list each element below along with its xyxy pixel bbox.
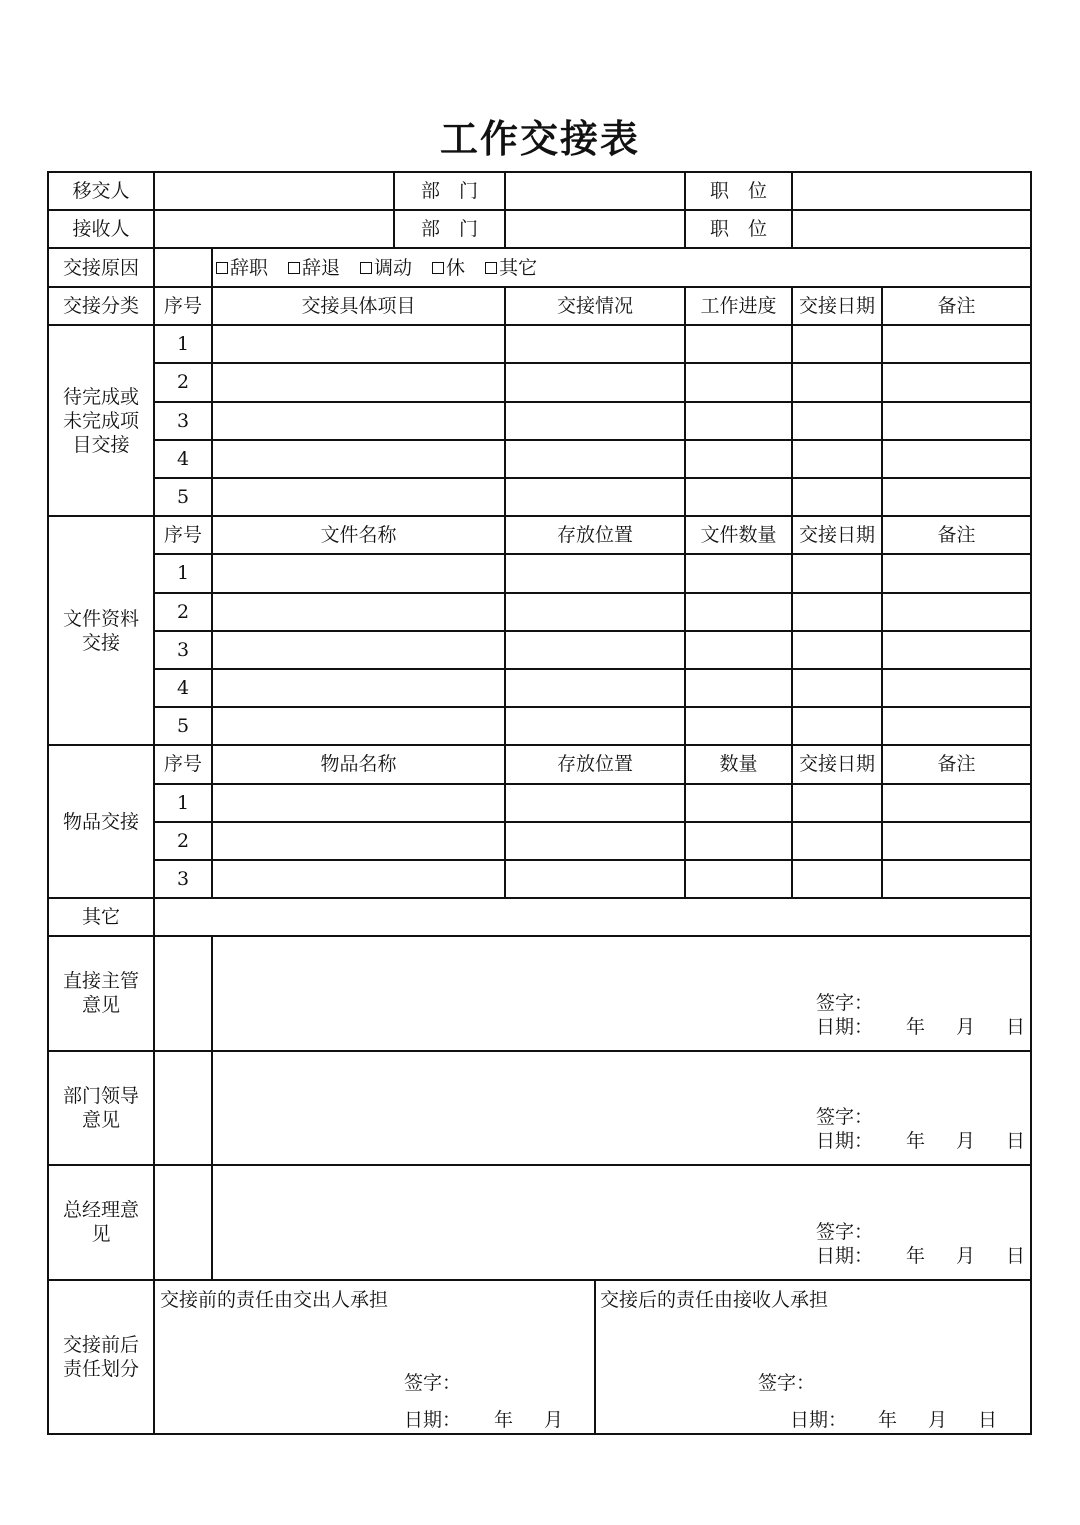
opinion-blank: [154, 1051, 212, 1166]
reason-label: 交接原因: [62, 256, 139, 279]
files-cell[interactable]: [505, 631, 685, 669]
files-cell[interactable]: [685, 593, 792, 631]
items-header-5: 备注: [937, 753, 976, 776]
responsibility-label: 交接前后责任划分: [62, 1333, 139, 1380]
reason-options: [212, 248, 1031, 287]
pending-header-4: 交接日期: [798, 295, 875, 318]
pending-cell[interactable]: [212, 440, 505, 478]
reason-option-label: 辞职: [230, 256, 269, 279]
files-section-label: 文件资料交接: [62, 607, 139, 654]
grid-line: [47, 1279, 1032, 1281]
grid-line: [211, 1164, 213, 1281]
reason-option[interactable]: [216, 256, 268, 280]
pending-cell[interactable]: [882, 325, 1031, 363]
pending-row-number: 1: [176, 333, 190, 356]
reason-option-label: 休: [446, 256, 466, 279]
date-sign-label: 日期：: [404, 1408, 462, 1431]
checkbox-icon[interactable]: [485, 262, 497, 274]
pending-section-label: 待完成或未完成项目交接: [62, 385, 139, 456]
handover-person-name-field[interactable]: [154, 172, 394, 210]
pending-cell[interactable]: [685, 325, 792, 363]
files-cell[interactable]: [882, 593, 1031, 631]
grid-line: [504, 209, 506, 249]
grid-line: [211, 1050, 213, 1167]
items-cell[interactable]: [505, 860, 685, 898]
items-header-2: 存放位置: [556, 753, 633, 776]
files-cell[interactable]: [212, 707, 505, 745]
items-cell[interactable]: [882, 822, 1031, 860]
files-cell[interactable]: [685, 669, 792, 707]
items-cell[interactable]: [882, 784, 1031, 822]
pending-header-3: 工作进度: [700, 295, 777, 318]
pending-header-1: 交接具体项目: [301, 295, 416, 318]
pending-cell[interactable]: [882, 440, 1031, 478]
day-label: 日: [978, 1408, 998, 1431]
date-sign-label: 日期：: [816, 1244, 874, 1267]
category-label: 交接分类: [62, 295, 139, 318]
files-cell[interactable]: [685, 631, 792, 669]
grid-line: [791, 209, 793, 249]
department-label: 部 门: [420, 218, 478, 240]
items-header-1: 物品名称: [320, 753, 397, 776]
files-cell[interactable]: [505, 707, 685, 745]
files-row-number: 4: [176, 677, 190, 700]
checkbox-icon[interactable]: [288, 262, 300, 274]
pending-cell[interactable]: [792, 363, 882, 401]
items-row-number: 3: [176, 868, 190, 891]
handover-person-position-field[interactable]: [792, 172, 1031, 210]
date-sign-label: 日期：: [790, 1408, 848, 1431]
pending-cell[interactable]: [685, 440, 792, 478]
other-label: 其它: [81, 906, 120, 929]
reason-option-label: 辞退: [302, 256, 341, 279]
opinion-label: 直接主管意见: [62, 970, 139, 1017]
files-cell[interactable]: [685, 554, 792, 592]
items-cell[interactable]: [685, 860, 792, 898]
pending-cell[interactable]: [792, 478, 882, 516]
grid-line: [791, 171, 793, 211]
items-header-3: 数量: [719, 753, 758, 776]
pending-cell[interactable]: [212, 478, 505, 516]
handover-person-label: 移交人: [72, 180, 130, 202]
pending-cell[interactable]: [505, 478, 685, 516]
handover-person-department-field[interactable]: [505, 172, 685, 210]
pending-cell[interactable]: [882, 363, 1031, 401]
files-cell[interactable]: [505, 669, 685, 707]
pending-cell[interactable]: [792, 402, 882, 440]
files-cell[interactable]: [792, 631, 882, 669]
pending-cell[interactable]: [882, 478, 1031, 516]
pending-header-2: 交接情况: [556, 295, 633, 318]
year-label: 年: [906, 1130, 926, 1153]
files-cell[interactable]: [882, 554, 1031, 592]
position-label: 职 位: [709, 180, 767, 202]
reason-option-label: 调动: [374, 256, 413, 279]
pending-cell[interactable]: [212, 325, 505, 363]
receiver-department-field[interactable]: [505, 210, 685, 248]
items-cell[interactable]: [212, 860, 505, 898]
files-header-3: 文件数量: [700, 524, 777, 547]
files-row-number: 2: [176, 600, 190, 623]
files-cell[interactable]: [882, 669, 1031, 707]
day-label: 日: [1006, 1130, 1026, 1153]
reason-option[interactable]: [485, 256, 537, 280]
pending-row-number: 3: [176, 409, 190, 432]
files-row-number: 5: [176, 715, 190, 738]
receiver-position-field[interactable]: [792, 210, 1031, 248]
files-header-0: 序号: [163, 524, 202, 547]
grid-line: [211, 935, 213, 1052]
files-cell[interactable]: [505, 593, 685, 631]
files-cell[interactable]: [882, 707, 1031, 745]
pending-cell[interactable]: [685, 402, 792, 440]
files-header-1: 文件名称: [320, 524, 397, 547]
pending-cell[interactable]: [792, 440, 882, 478]
reason-option[interactable]: [288, 256, 340, 280]
items-header-0: 序号: [163, 753, 202, 776]
pending-cell[interactable]: [505, 363, 685, 401]
pending-cell[interactable]: [212, 363, 505, 401]
grid-line: [153, 1164, 155, 1281]
year-label: 年: [906, 1244, 926, 1267]
month-label: 月: [956, 1015, 976, 1038]
grid-line: [684, 209, 686, 249]
pending-cell[interactable]: [212, 402, 505, 440]
month-label: 月: [928, 1408, 948, 1431]
receiver-label: 接收人: [72, 218, 130, 240]
files-cell[interactable]: [792, 707, 882, 745]
files-cell[interactable]: [685, 707, 792, 745]
date-sign-label: 日期：: [816, 1130, 874, 1153]
other-field[interactable]: [154, 898, 1031, 936]
page-title: 工作交接表: [439, 116, 640, 161]
files-cell[interactable]: [882, 631, 1031, 669]
checkbox-icon[interactable]: [216, 262, 228, 274]
items-cell[interactable]: [505, 822, 685, 860]
reason-option-label: 其它: [499, 256, 538, 279]
grid-line: [153, 247, 155, 288]
sign-label: 签字：: [816, 1220, 874, 1243]
grid-line: [393, 209, 395, 249]
files-cell[interactable]: [792, 593, 882, 631]
grid-line: [153, 1050, 155, 1167]
pending-cell[interactable]: [685, 363, 792, 401]
files-cell[interactable]: [505, 554, 685, 592]
files-cell[interactable]: [792, 554, 882, 592]
year-label: 年: [906, 1015, 926, 1038]
date-sign-label: 日期：: [816, 1015, 874, 1038]
day-label: 日: [1006, 1015, 1026, 1038]
items-row-number: 2: [176, 829, 190, 852]
pending-cell[interactable]: [792, 325, 882, 363]
grid-line: [684, 171, 686, 211]
items-cell[interactable]: [882, 860, 1031, 898]
items-cell[interactable]: [792, 822, 882, 860]
files-header-4: 交接日期: [798, 524, 875, 547]
files-cell[interactable]: [212, 631, 505, 669]
grid-line: [393, 171, 395, 211]
sign-label: 签字：: [758, 1371, 816, 1394]
responsibility-before-text: 交接前的责任由交出人承担: [160, 1288, 389, 1311]
items-cell[interactable]: [505, 784, 685, 822]
grid-line: [153, 897, 155, 937]
files-header-2: 存放位置: [556, 524, 633, 547]
month-label: 月: [956, 1130, 976, 1153]
checkbox-icon[interactable]: [432, 262, 444, 274]
items-cell[interactable]: [685, 822, 792, 860]
opinion-label: 总经理意见: [62, 1199, 139, 1246]
pending-cell[interactable]: [882, 402, 1031, 440]
items-cell[interactable]: [792, 784, 882, 822]
year-label: 年: [494, 1408, 514, 1431]
grid-line: [153, 209, 155, 249]
sign-label: 签字：: [816, 1106, 874, 1129]
grid-line: [153, 171, 155, 211]
handover-form-table: [48, 172, 1031, 1434]
files-row-number: 3: [176, 638, 190, 661]
files-cell[interactable]: [212, 669, 505, 707]
pending-row-number: 2: [176, 371, 190, 394]
pending-cell[interactable]: [505, 325, 685, 363]
grid-line: [153, 935, 155, 1052]
year-label: 年: [878, 1408, 898, 1431]
files-header-5: 备注: [937, 524, 976, 547]
items-row-number: 1: [176, 791, 190, 814]
sign-label: 签字：: [816, 991, 874, 1014]
receiver-name-field[interactable]: [154, 210, 394, 248]
files-cell[interactable]: [792, 669, 882, 707]
pending-row-number: 4: [176, 447, 190, 470]
pending-cell[interactable]: [505, 402, 685, 440]
reason-option[interactable]: [360, 256, 412, 280]
month-label: 月: [544, 1408, 564, 1431]
pending-cell[interactable]: [685, 478, 792, 516]
items-cell[interactable]: [212, 822, 505, 860]
items-header-4: 交接日期: [798, 753, 875, 776]
checkbox-icon[interactable]: [360, 262, 372, 274]
grid-line: [504, 171, 506, 211]
files-cell[interactable]: [212, 593, 505, 631]
items-cell[interactable]: [212, 784, 505, 822]
pending-row-number: 5: [176, 486, 190, 509]
sign-label: 签字：: [404, 1371, 462, 1394]
opinion-blank: [154, 936, 212, 1051]
items-cell[interactable]: [685, 784, 792, 822]
files-row-number: 1: [176, 562, 190, 585]
grid-line: [594, 1279, 596, 1435]
position-label: 职 位: [709, 218, 767, 240]
department-label: 部 门: [420, 180, 478, 202]
month-label: 月: [956, 1244, 976, 1267]
reason-option[interactable]: [432, 256, 465, 280]
day-label: 日: [1006, 1244, 1026, 1267]
items-section-label: 物品交接: [62, 810, 139, 833]
responsibility-after-text: 交接后的责任由接收人承担: [600, 1288, 829, 1311]
files-cell[interactable]: [212, 554, 505, 592]
opinion-blank: [154, 1165, 212, 1280]
pending-cell[interactable]: [505, 440, 685, 478]
pending-header-5: 备注: [937, 295, 976, 318]
pending-header-0: 序号: [163, 295, 202, 318]
opinion-label: 部门领导意见: [62, 1084, 139, 1131]
items-cell[interactable]: [792, 860, 882, 898]
grid-line: [153, 1279, 155, 1435]
